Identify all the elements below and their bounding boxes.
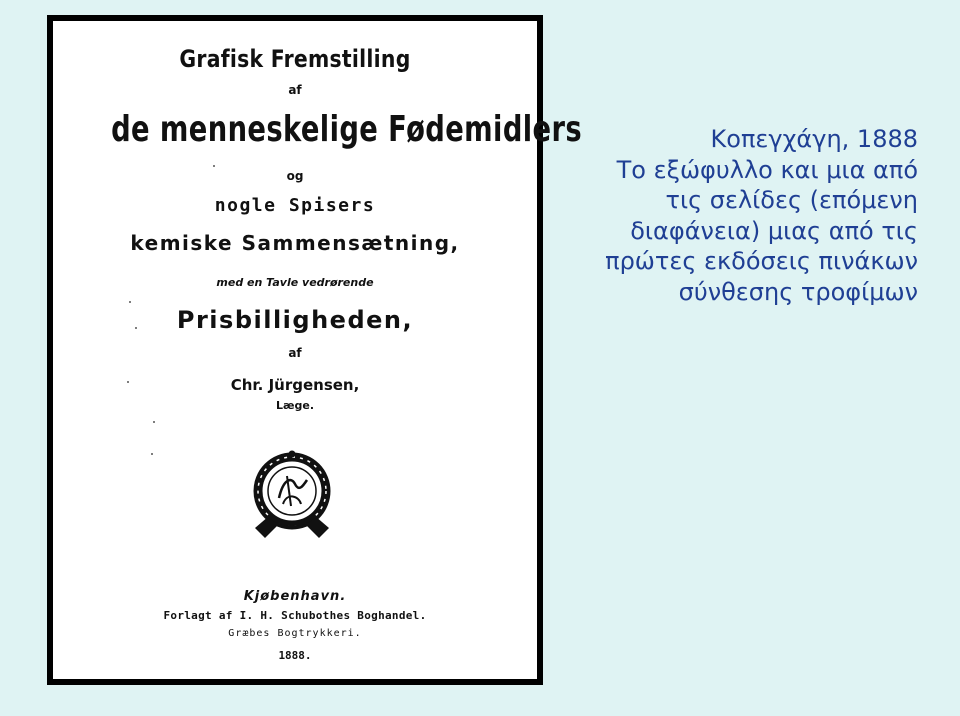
- af-line-1: af: [288, 83, 302, 97]
- caption-line: Το εξώφυλλο και μια από: [616, 155, 918, 184]
- publication-year: 1888.: [278, 649, 312, 662]
- kemiske-line: kemiske Sammensætning,: [130, 231, 460, 255]
- print-speck: [135, 327, 137, 329]
- print-speck: [151, 453, 153, 455]
- publisher-line: Forlagt af I. H. Schubothes Boghandel.: [163, 609, 427, 622]
- author-title: Læge.: [275, 399, 315, 412]
- print-speck: [213, 165, 215, 167]
- caption-line: σύνθεσης τροφίμων: [678, 277, 918, 306]
- publication-city: Kjøbenhavn.: [243, 589, 347, 604]
- publisher-wreath-emblem-icon: [247, 446, 337, 544]
- nogle-spisers-line: nogle Spisers: [214, 195, 376, 216]
- book-title-page-image: [47, 15, 583, 685]
- og-line: og: [286, 169, 304, 183]
- title-line-1: Grafisk Fremstilling: [179, 45, 411, 73]
- caption-line: τις σελίδες (επόμενη: [665, 186, 918, 214]
- med-en-tavle-line: med en Tavle vedrørende: [216, 276, 374, 289]
- print-speck: [129, 301, 131, 303]
- af-line-2: af: [288, 346, 302, 360]
- author-name: Chr. Jürgensen,: [230, 376, 360, 394]
- print-speck: [153, 421, 155, 423]
- slide-caption: [558, 124, 918, 307]
- printer-line: Græbes Bogtrykkeri.: [228, 628, 362, 639]
- print-speck: [127, 381, 129, 383]
- caption-line: διαφάνεια) μιας από τις: [630, 216, 918, 245]
- caption-line: πρώτες εκδόσεις πινάκων: [605, 247, 918, 275]
- prisbilligheden-line: Prisbilligheden,: [176, 306, 414, 334]
- caption-line: Κοπεγχάγη, 1888: [710, 125, 918, 153]
- title-line-2: de menneskelige Fødemidlers: [111, 109, 583, 150]
